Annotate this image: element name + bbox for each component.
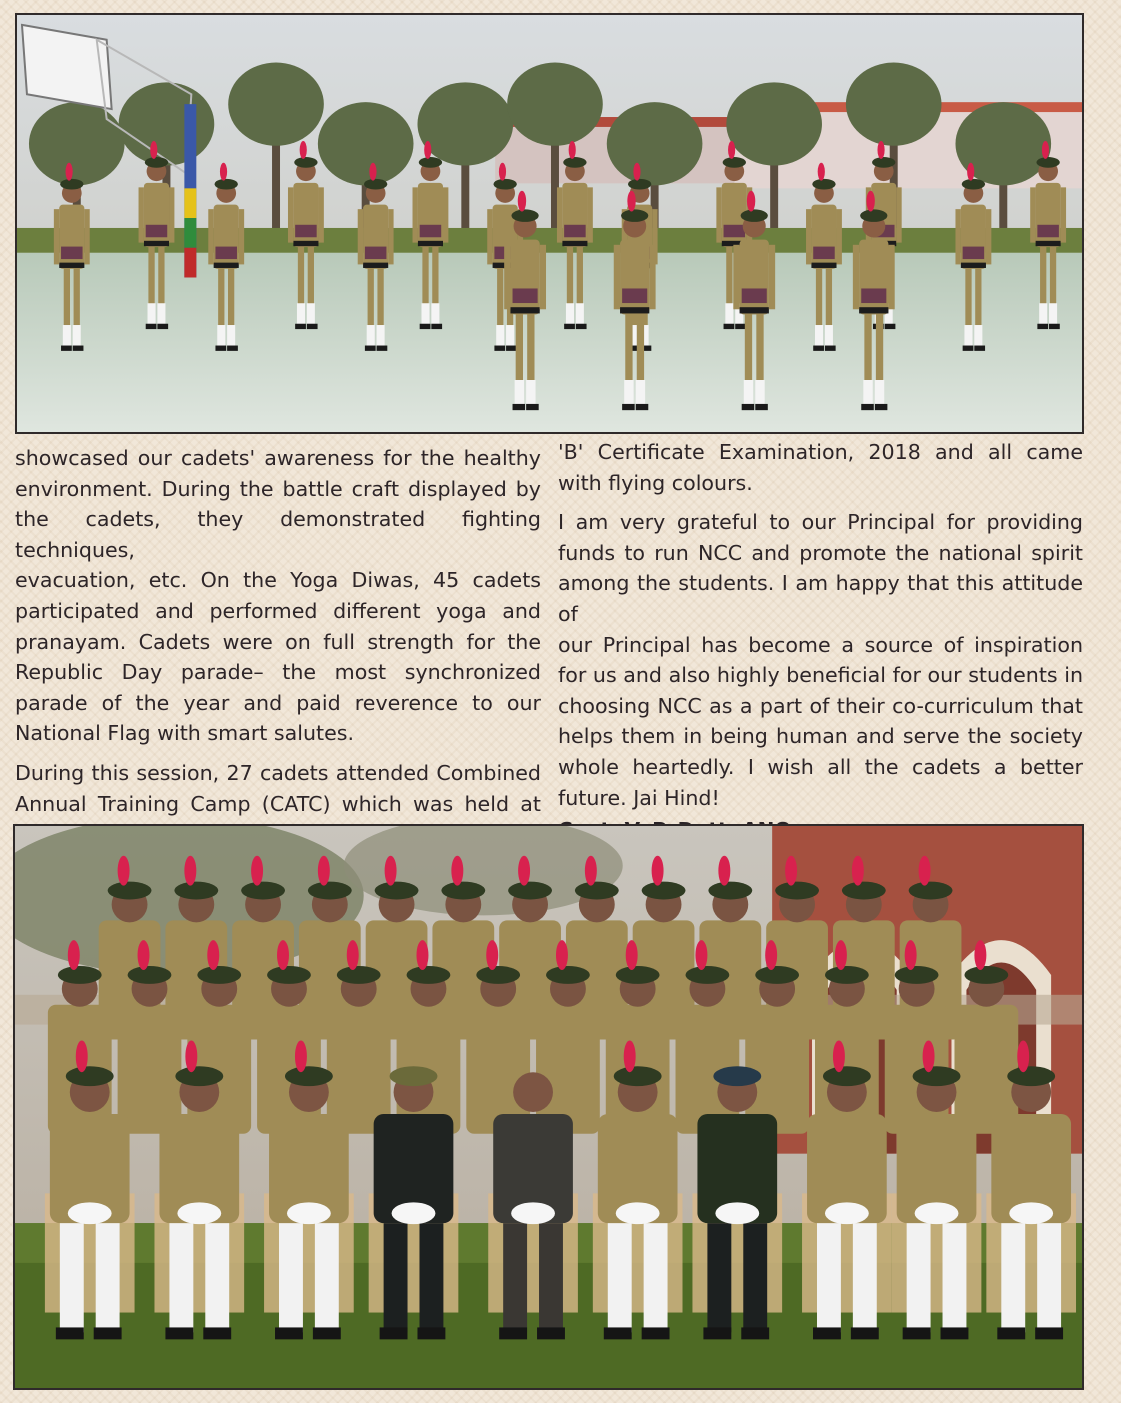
text-line: the cadets, they demonstrated fighting techniques, [15, 507, 541, 562]
text-line: helps them in being human and serve the society [558, 724, 1083, 749]
text-line: During this session, 27 cadets attended Combined [15, 760, 541, 785]
parade-photo [15, 13, 1084, 434]
paragraph-gratitude [558, 507, 1083, 813]
text-line: choosing NCC as a part of their co-curriculum that [558, 693, 1083, 718]
text-line: participated and performed different yoga and [15, 598, 541, 623]
text-line: Republic Day parade– the most synchronized [15, 660, 541, 685]
text-line: among the students. I am happy that this attitude of [558, 571, 1083, 626]
group-photo [13, 824, 1084, 1390]
text-line: Annual Training Camp (CATC) which was held at [15, 791, 541, 816]
text-line: whole heartedly. I wish all the cadets a better [558, 754, 1083, 779]
group-photo-graphic [15, 826, 1082, 1388]
text-line: with flying colours. [558, 470, 753, 495]
parade-photo-graphic [17, 15, 1082, 432]
paragraph-cadet-activities [15, 443, 541, 749]
paragraph-b-certificate [558, 437, 1083, 498]
text-line: our Principal has become a source of inspiration [558, 632, 1083, 657]
text-line: funds to run NCC and promote the national spirit [558, 540, 1083, 565]
text-line: I am very grateful to our Principal for providing [558, 510, 1083, 535]
text-line: National Flag with smart salutes. [15, 721, 355, 746]
text-line: environment. During the battle craft displayed by [15, 476, 541, 501]
article-right-column [558, 437, 1083, 844]
text-line: future. Jai Hind! [558, 785, 720, 810]
text-line: parade of the year and paid reverence to our [15, 690, 541, 715]
text-line: for us and also highly beneficial for our students in [558, 663, 1083, 688]
text-line: pranayam. Cadets were on full strength for the [15, 629, 541, 654]
article-left-column [15, 443, 541, 850]
text-line: evacuation, etc. On the Yoga Diwas, 45 cadets [15, 568, 541, 593]
text-line: 'B' Certificate Examination, 2018 and all came [558, 440, 1083, 464]
text-line: showcased our cadets' awareness for the healthy [15, 446, 541, 470]
